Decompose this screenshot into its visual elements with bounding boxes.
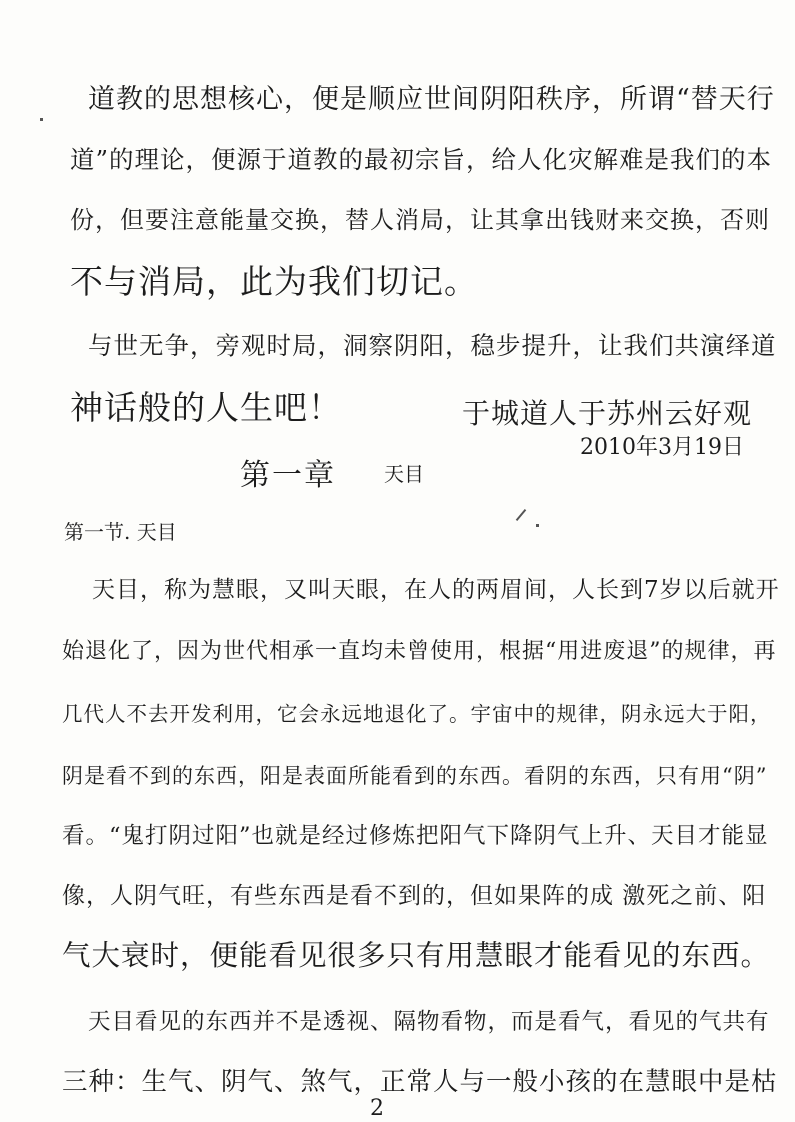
scan-speck bbox=[40, 118, 43, 121]
body-line: 像，人阴气旺，有些东西是看不到的，但如果阵的成 激死之前、阳 bbox=[62, 883, 767, 909]
page-number: 2 bbox=[370, 1096, 384, 1121]
body-line: 始退化了，因为世代相承一直均未曾使用，根据“用进废退”的规律，再 bbox=[62, 639, 777, 664]
preface-line: 份，但要注意能量交换，替人消局，让其拿出钱财来交换，否则 bbox=[70, 206, 770, 234]
body-line: 看。“鬼打阴过阳”也就是经过修炼把阳气下降阴气上升、天目才能显 bbox=[62, 823, 769, 849]
preface-line: 道教的思想核心，便是顺应世间阴阳秩序，所谓“替天行 bbox=[88, 84, 775, 115]
author-signature: 于城道人于苏州云好观 bbox=[462, 397, 753, 430]
preface-line: 道”的理论，便源于道教的最初宗旨，给人化灾解难是我们的本 bbox=[70, 145, 773, 174]
body-line: 几代人不去开发利用，它会永远地退化了。宇宙中的规律，阴永远大于阳， bbox=[62, 702, 772, 726]
preface-line: 不与消局，此为我们切记。 bbox=[70, 262, 478, 301]
scan-speck bbox=[516, 509, 527, 521]
preface-line: 神话般的人生吧！ bbox=[70, 388, 342, 427]
body-line: 气大衰时，便能看见很多只有用慧眼才能看见的东西。 bbox=[62, 939, 771, 972]
signature-date: 2010年3月19日 bbox=[580, 435, 744, 460]
chapter-title: 第一章 bbox=[240, 458, 336, 493]
body-line: 阴是看不到的东西，阳是表面所能看到的东西。看阴的东西，只有用“阴” bbox=[62, 764, 768, 788]
section-title: 第一节. 天目 bbox=[64, 520, 177, 544]
body-line: 天目，称为慧眼，又叫天眼，在人的两眉间，人长到7岁以后就开 bbox=[92, 577, 780, 603]
chapter-subtitle: 天目 bbox=[384, 462, 424, 486]
body-line: 三种：生气、阴气、煞气，正常人与一般小孩的在慧眼中是枯 bbox=[62, 1067, 778, 1097]
scan-speck bbox=[536, 524, 539, 527]
preface-line: 与世无争，旁观时局，洞察阴阳，稳步提升，让我们共演绎道 bbox=[88, 331, 777, 360]
body-line: 天目看见的东西并不是透视、隔物看物，而是看气，看见的气共有 bbox=[88, 1009, 770, 1035]
